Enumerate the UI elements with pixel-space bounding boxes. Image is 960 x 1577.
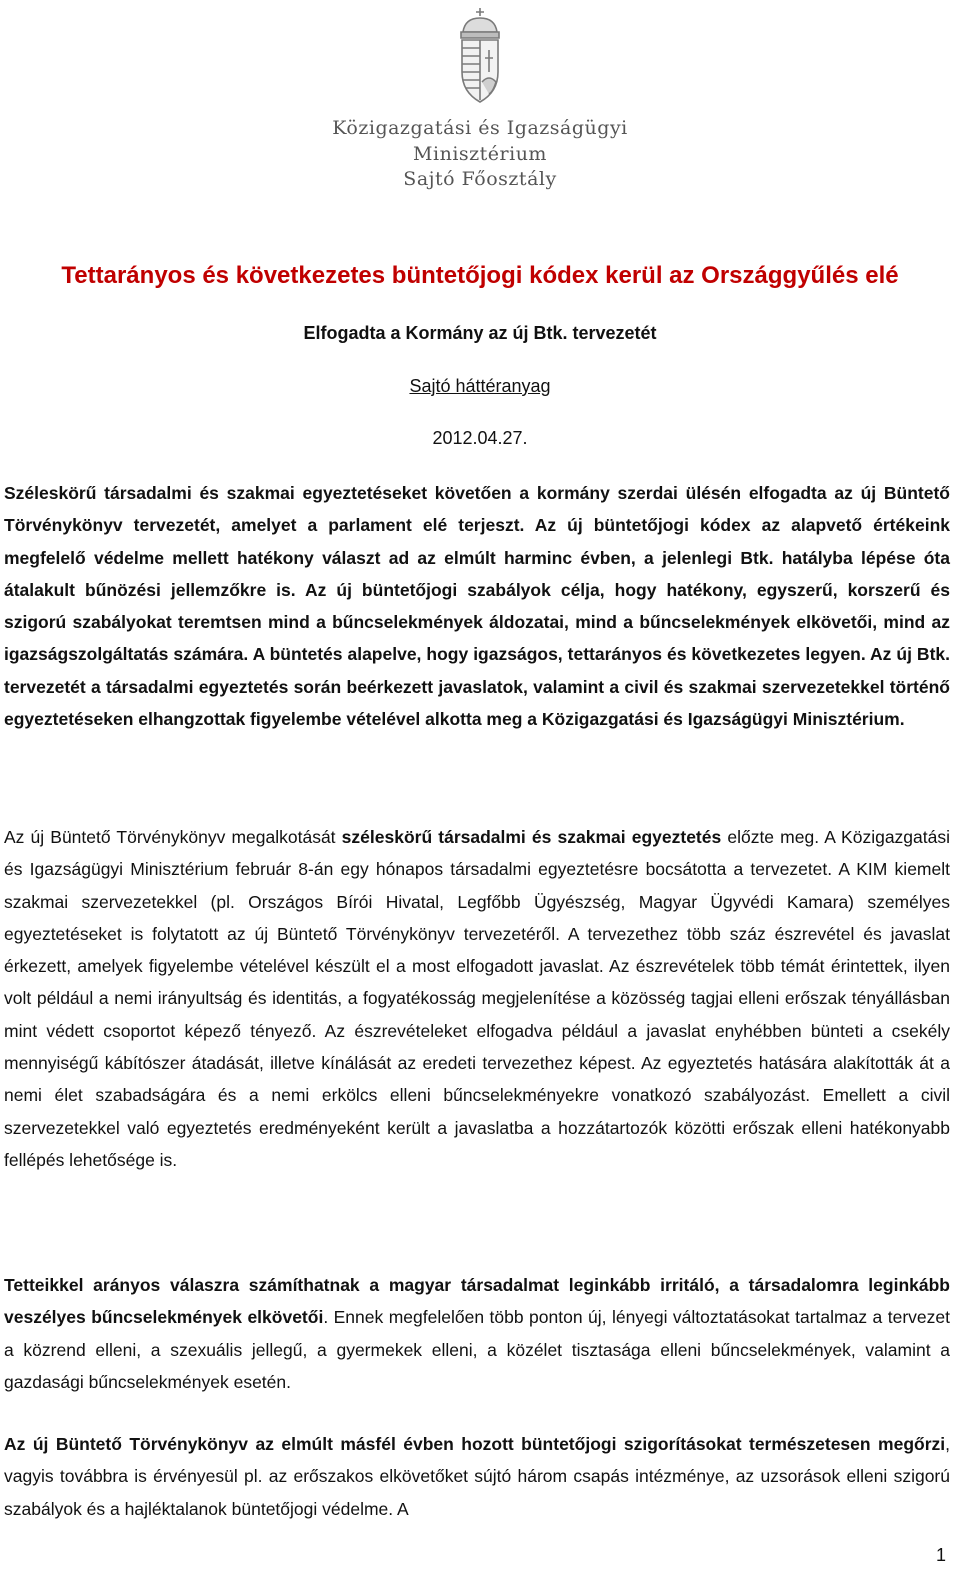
- paragraph-text: előzte meg. A Közigazgatási és Igazságügyi Minisztérium február 8-án egy hónapos társadalmi egyeztetésre bocsátotta a tervezetet. A KIM kiemelt szakmai szervezetekkel (pl. Országos Bírói Hivatal, Legfőbb Ügyészség, Magyar Ügyvédi Kamara) személyes egyeztetéseket is folytatott az új Büntető Törvénykönyv tervezetéről. A tervezethez több száz észrevétel és javaslat érkezett, amelyek figyelembe vételével készült el a most elfogadott javaslat. Az észrevételek több témát érintettek, ilyen volt például a nemi irányultság és identitás, a fogyatékosság megjelenítése a közösség tagjai elleni erőszak tényállásban mint védett csoportot képező tényező. Az észrevételeket elfogadva például a javaslat enyhébben bünteti a csekély mennyiségű kábítószer átadását, illetve kínálását az eredeti tervezethez képest. Az egyeztetés hatására alakították át a nemi élet szabadságára és a nemi erkölcs elleni bűncselekményekre vonatkozó szabályozást. Emellett a civil szervezetekkel való egyeztetés eredményeként került a javaslatba a hozzátartozók közötti erőszak elleni hatékonyabb fellépés lehetősége is.: [4, 827, 950, 1170]
- document-header: [0, 0, 960, 200]
- page-number: 1: [936, 1545, 947, 1565]
- body-paragraph-tightening: [4, 1428, 950, 1525]
- ministry-name-line2: Minisztérium: [413, 143, 547, 165]
- paragraph-text: , vagyis továbbra is érvényesül pl. az erőszakos elkövetőket sújtó három csapás intézménye, az uzsorások elleni szigorú szabályok és a hajléktalanok büntetőjogi védelme. A: [4, 1434, 950, 1519]
- press-department-name: Sajtó Főosztály: [403, 168, 557, 190]
- coat-of-arms-icon: [449, 6, 511, 110]
- document-type: Sajtó háttéranyag: [409, 376, 551, 396]
- body-paragraph-offenders: [4, 1269, 950, 1398]
- paragraph-text: . Ennek megfelelően több ponton új, lényegi változtatásokat tartalmaz a tervezet a közrend elleni, a szexuális jellegű, a gyermekek elleni, a közélet tisztasága elleni bűncselekmények, valamint a gazdasági bűncselekmények esetén.: [4, 1307, 950, 1392]
- paragraph-emphasis: Az új Büntető Törvénykönyv az elmúlt másfél évben hozott büntetőjogi szigorításokat természetesen megőrzi: [4, 1434, 946, 1454]
- body-paragraph-consultation: [4, 821, 950, 1176]
- lead-paragraph: Széleskörű társadalmi és szakmai egyeztetéseket követően a kormány szerdai ülésén elfogadta az új Büntető Törvénykönyv tervezetét, amelyet a parlament elé terjeszt. Az új büntetőjogi kódex az alapvető értékeink megfelelő védelme mellett hatékony választ ad az elmúlt harminc évben, a jelenlegi Btk. hatályba lépése óta átalakult bűnözési jellemzőkre is. Az új büntetőjogi szabályok célja, hogy hatékony, egyszerű, korszerű és szigorú szabályokat teremtsen mind a bűncselekmények áldozatai, mind a bűncselekmények elkövetői, mind az igazságszolgáltatás számára. A büntetés alapelve, hogy igazságos, tettarányos és következetes legyen. Az új Btk. tervezetét a társadalmi egyeztetés során beérkezett javaslatok, valamint a civil és szakmai szervezetekkel történő egyeztetéseken elhangzottak figyelembe vételével alkotta meg a Közigazgatási és Igazságügyi Minisztérium.: [4, 483, 950, 730]
- paragraph-emphasis: széleskörű társadalmi és szakmai egyeztetés: [341, 827, 722, 847]
- document-subtitle: Elfogadta a Kormány az új Btk. tervezetét: [303, 323, 657, 343]
- document-date: 2012.04.27.: [432, 428, 528, 448]
- document-title: Tettarányos és következetes büntetőjogi kódex kerül az Országgyűlés elé: [61, 262, 899, 289]
- paragraph-emphasis: Tetteikkel arányos válaszra számíthatnak a magyar társadalmat leginkább irritáló, a társadalomra leginkább veszélyes bűncselekmények elkövetői: [4, 1275, 950, 1328]
- paragraph-text: Az új Büntető Törvénykönyv megalkotását: [4, 827, 342, 847]
- ministry-name-line1: Közigazgatási és Igazságügyi: [332, 117, 628, 139]
